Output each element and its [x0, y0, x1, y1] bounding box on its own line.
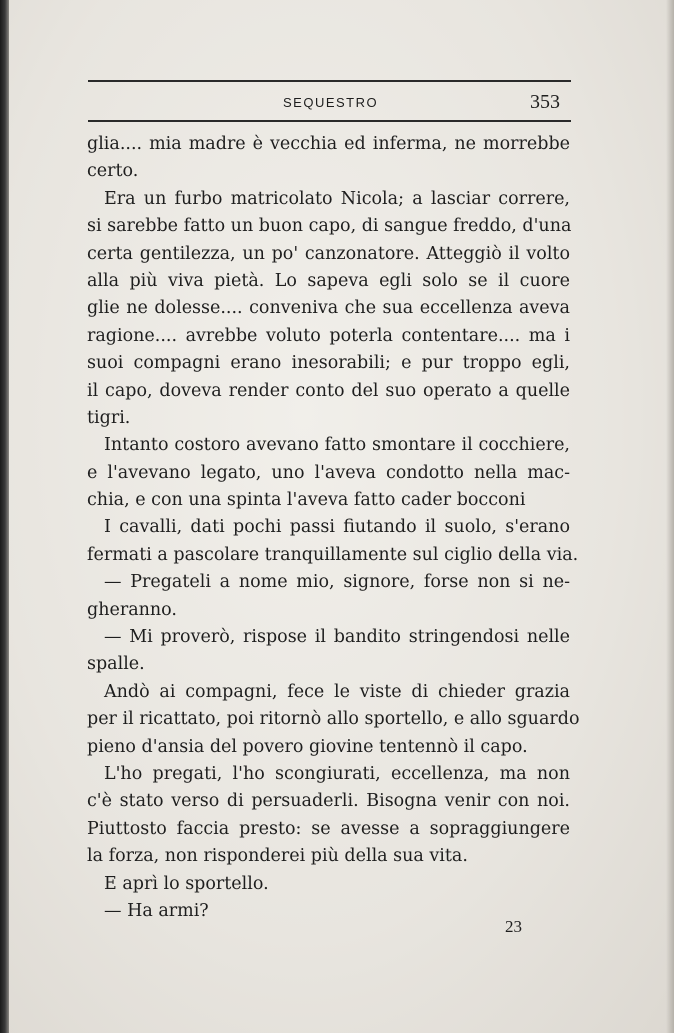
- page-edge-shadow: [666, 0, 674, 1033]
- page-number: 353: [530, 91, 560, 113]
- text-line: I cavalli, dati pochi passi fiutando il suolo, s'erano: [104, 517, 570, 538]
- body-text: [87, 131, 580, 925]
- book-spine-shadow: [0, 0, 9, 1033]
- running-title: SEQUESTRO: [283, 95, 379, 110]
- text-line: alla più viva pietà. Lo sapeva egli solo se il cuore: [87, 270, 570, 291]
- text-line: si sarebbe fatto un buon capo, di sangue freddo, d'una: [87, 216, 572, 237]
- header-rule-bottom: [88, 120, 571, 122]
- header-rule-top: [88, 80, 571, 82]
- signature-mark: 23: [505, 917, 522, 936]
- text-line: ragione.... avrebbe voluto poterla contentare.... ma i: [87, 325, 570, 346]
- text-line: pieno d'ansia del povero giovine tentennò il capo.: [87, 736, 528, 757]
- text-line: Era un furbo matricolato Nicola; a lasciar correre,: [104, 188, 570, 209]
- text-line: glia.... mia madre è vecchia ed inferma, ne morrebbe: [87, 134, 570, 154]
- text-line: il capo, doveva render conto del suo operato a quelle: [87, 380, 570, 401]
- text-line: — Pregateli a nome mio, signore, forse non si ne-: [104, 572, 570, 593]
- text-line: fermati a pascolare tranquillamente sul ciglio della via.: [87, 544, 579, 565]
- text-line: certo.: [87, 161, 139, 182]
- text-line: suoi compagni erano inesorabili; e pur troppo egli,: [87, 353, 570, 374]
- text-line: Andò ai compagni, fece le viste di chieder grazia: [104, 681, 570, 702]
- text-line: e l'avevano legato, uno l'aveva condotto nella mac-: [87, 462, 570, 483]
- text-line: Piuttosto faccia presto: se avesse a sopraggiungere: [87, 818, 570, 839]
- text-line: chia, e con una spinta l'aveva fatto cader bocconi: [87, 490, 526, 511]
- text-line: la forza, non risponderei più della sua vita.: [87, 846, 468, 867]
- text-line: — Mi proverò, rispose il bandito stringendosi nelle: [104, 627, 570, 648]
- text-line: — Ha armi?: [104, 900, 209, 921]
- text-line: Intanto costoro avevano fatto smontare il cocchiere,: [104, 435, 570, 456]
- text-line: per il ricattato, poi ritornò allo sportello, e allo sguardo: [87, 709, 580, 730]
- text-line: tigri.: [87, 407, 131, 428]
- text-line: gheranno.: [87, 599, 177, 620]
- text-line: certa gentilezza, un po' canzonatore. Atteggiò il volto: [87, 243, 570, 264]
- text-line: E aprì lo sportello.: [104, 873, 269, 894]
- text-line: c'è stato verso di persuaderli. Bisogna venir con noi.: [87, 791, 570, 812]
- text-line: L'ho pregati, l'ho scongiurati, eccellenza, ma non: [104, 763, 570, 784]
- text-line: glie ne dolesse.... conveniva che sua eccellenza aveva: [87, 298, 570, 319]
- text-line: spalle.: [87, 654, 145, 675]
